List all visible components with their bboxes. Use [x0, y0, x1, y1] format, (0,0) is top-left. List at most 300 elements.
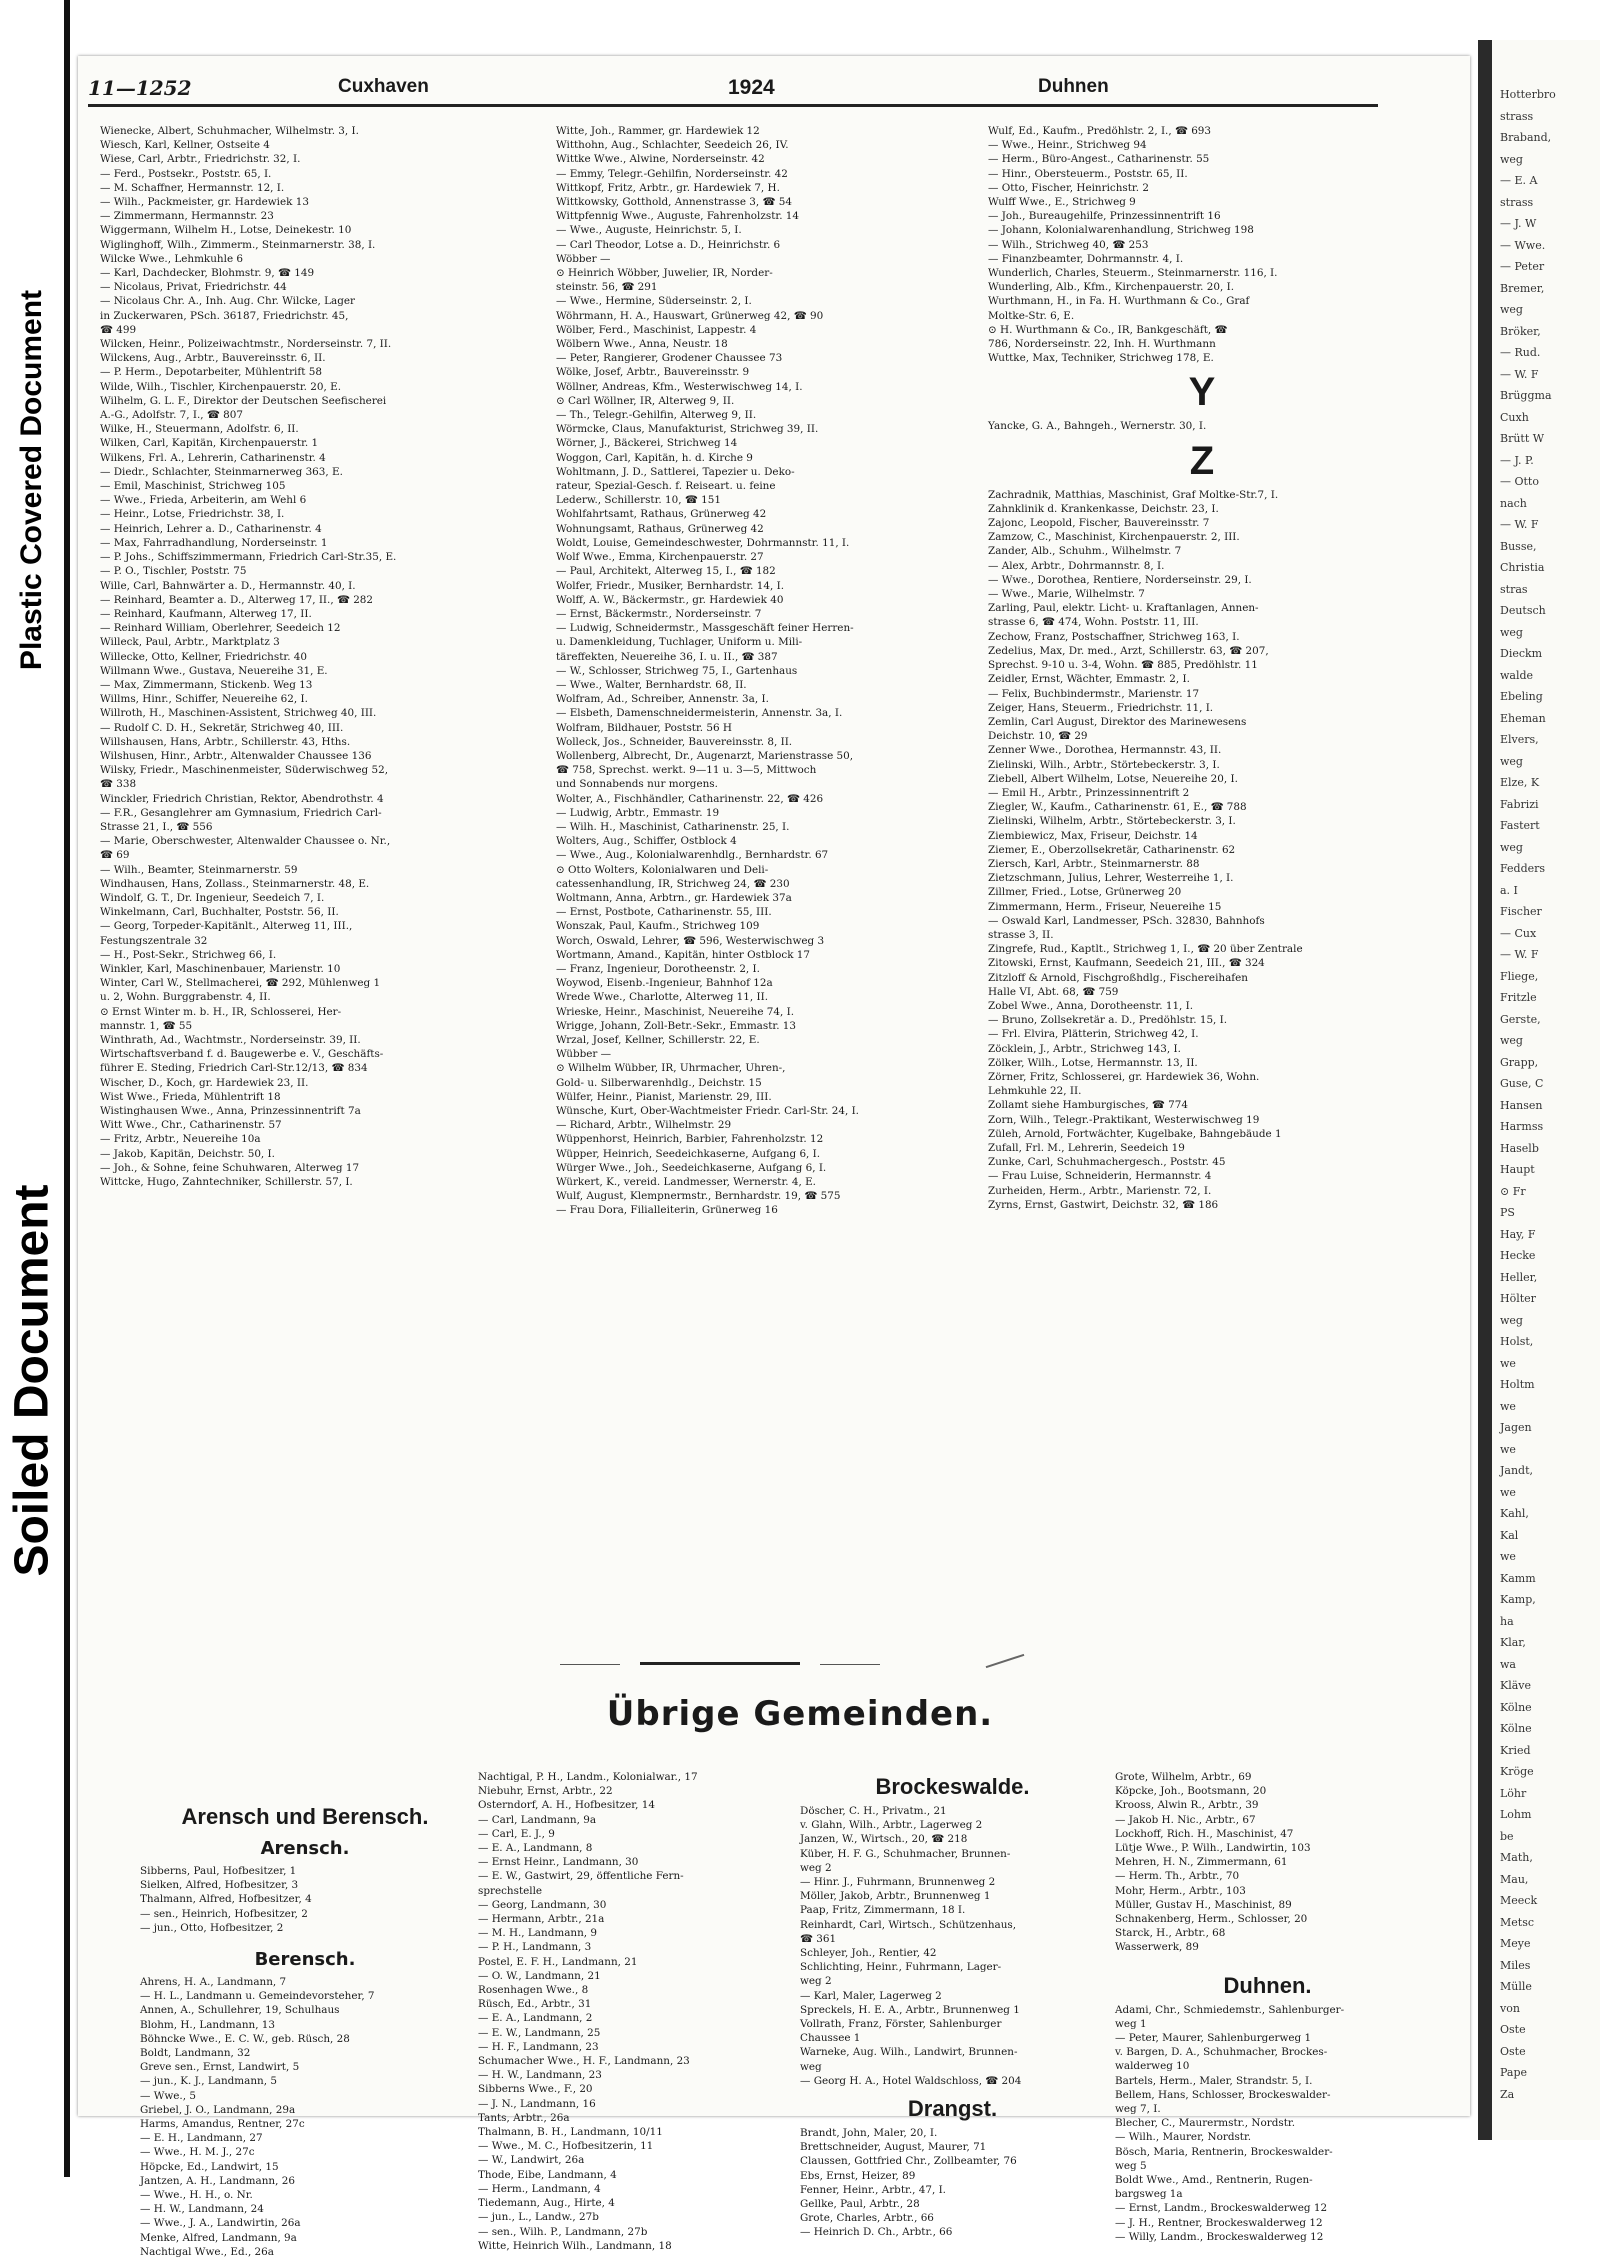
duhnen-entries [1115, 2003, 1420, 2244]
directory-entry: Würger Wwe., Joh., Seedeichkaserne, Aufgang 6, I. [556, 1161, 827, 1174]
adjacent-page [1478, 40, 1600, 2140]
directory-entry: — Wilh., Packmeister, gr. Hardewiek 13 [100, 196, 309, 209]
directory-entry: Zielinski, Wilhelm, Arbtr., Störtebeckerstr. 3, I. [988, 815, 1236, 828]
directory-entry: Mohr, Herm., Arbtr., 103 [1115, 1884, 1246, 1897]
directory-entry: Wilcken, Heinr., Polizeiwachtmstr., Norderseinstr. 7, II. [100, 338, 392, 351]
divider [640, 1662, 800, 1665]
header-left: Cuxhaven [338, 76, 429, 97]
directory-entry: Starck, H., Arbtr., 68 [1115, 1927, 1226, 1940]
adjacent-page-line: Holst, [1500, 1335, 1534, 1348]
directory-entry: Spreckels, H. E. A., Arbtr., Brunnenweg 1 [800, 2003, 1020, 2016]
directory-entry: — Reinhard William, Oberlehrer, Seedeich 12 [100, 622, 341, 635]
adjacent-page-line: Brüggma [1500, 389, 1552, 402]
adjacent-page-line: weg [1500, 1034, 1523, 1047]
adjacent-page-line: von [1500, 2001, 1520, 2015]
directory-entry: Wulff Wwe., E., Strichweg 9 [988, 196, 1136, 209]
bottom-column-4 [1115, 1770, 1420, 2243]
directory-entry: Woywod, Eisenb.-Ingenieur, Bahnhof 12a [556, 977, 773, 990]
directory-entry: — Elsbeth, Damenschneidermeisterin, Annenstr. 3a, I. [556, 707, 843, 720]
directory-column-2 [556, 124, 980, 1654]
directory-entry: — Nicolaus, Privat, Friedrichstr. 44 [100, 281, 287, 294]
directory-entry: Zeidler, Ernst, Wächter, Emmastr. 2, I. [988, 673, 1190, 686]
directory-entry: — Franz, Ingenieur, Dorotheenstr. 2, I. [556, 962, 760, 975]
directory-entry: — Nicolaus Chr. A., Inh. Aug. Chr. Wilcke, Lager [100, 295, 356, 308]
directory-entry: Wollenberg, Albrecht, Dr., Augenarzt, Marienstrasse 50, [556, 749, 854, 762]
directory-entry: Wasserwerk, 89 [1115, 1941, 1199, 1954]
adjacent-page-line: Kamm [1500, 1571, 1536, 1585]
adjacent-page-line: Harmss [1500, 1120, 1544, 1133]
directory-entry: Wübber — [556, 1048, 612, 1061]
directory-entry: Tants, Arbtr., 26a [478, 2111, 570, 2124]
directory-entry: Wilde, Wilh., Tischler, Kirchenpauerstr. 20, E. [100, 380, 342, 393]
adjacent-page-line: Holtm [1500, 1378, 1535, 1391]
directory-entry: — Paul, Architekt, Alterweg 15, I., ☎ 182 [556, 565, 776, 578]
directory-entry: Wilkens, Frl. A., Lehrerin, Catharinenstr. 4 [100, 451, 326, 464]
adjacent-page-line: — Rud. [1500, 346, 1541, 359]
directory-entry: — Hermann, Arbtr., 21a [478, 1913, 605, 1926]
directory-entry: Halle VI, Abt. 68, ☎ 759 [988, 985, 1119, 998]
directory-entry: — sen., Heinrich, Hofbesitzer, 2 [140, 1907, 308, 1920]
directory-entry: — Wilh., Strichweg 40, ☎ 253 [988, 238, 1149, 251]
adjacent-page-line: Guse, C [1500, 1077, 1544, 1090]
adjacent-page-line: Oste [1500, 2023, 1526, 2036]
directory-entry: Wrzal, Josef, Kellner, Schillerstr. 22, E. [556, 1034, 760, 1046]
directory-entry: Winkler, Karl, Maschinenbauer, Marienstr. 10 [100, 962, 341, 975]
directory-entry: Lütje Wwe., P. Wilh., Landwirtin, 103 [1115, 1842, 1311, 1855]
directory-entry: walderweg 10 [1115, 2060, 1190, 2073]
directory-entry: Brettschneider, August, Maurer, 71 [800, 2141, 987, 2154]
directory-entry: — Ernst Heinr., Landmann, 30 [478, 1856, 639, 1869]
directory-entry: Blohm, H., Landmann, 13 [140, 2018, 276, 2031]
directory-entry: weg 7, I. [1115, 2103, 1161, 2116]
adjacent-page-line: a. I [1500, 883, 1518, 897]
directory-entry: Gellke, Paul, Arbtr., 28 [800, 2198, 920, 2211]
directory-entry: Wirtschaftsverband f. d. Baugewerbe e. V., Geschäfts- [100, 1048, 384, 1061]
directory-entry: Zufall, Frl. M., Lehrerin, Seedeich 19 [988, 1142, 1185, 1154]
adjacent-page-line: Hölter [1500, 1292, 1536, 1305]
directory-entry: — Georg, Landmann, 30 [478, 1898, 607, 1911]
directory-entry: — Oswald Karl, Landmesser, PSch. 32830, Bahnhofs [988, 914, 1265, 927]
adjacent-page-line: Elze, K [1500, 776, 1540, 789]
directory-entry: Zölker, Wilh., Lotse, Hermannstr. 13, II. [988, 1056, 1198, 1069]
directory-entry: bargsweg 1a [1115, 2188, 1183, 2201]
directory-entry: Höpcke, Ed., Landwirt, 15 [140, 2160, 279, 2173]
directory-entry: Wolfram, Ad., Schreiber, Annenstr. 3a, I. [556, 693, 769, 706]
directory-entry: Annen, A., Schullehrer, 19, Schulhaus [140, 2004, 340, 2017]
directory-entry: Osterndorf, A. H., Hofbesitzer, 14 [478, 1799, 655, 1812]
page-number: 11—1252 [88, 76, 192, 100]
directory-entry: Wilshusen, Hinr., Arbtr., Altenwalder Chaussee 136 [100, 749, 372, 762]
directory-entry: Vollrath, Franz, Förster, Sahlenburger [800, 2018, 1002, 2031]
directory-entry: — Wilh., Beamter, Steinmarnerstr. 59 [100, 863, 298, 876]
adjacent-page-line: Kölne [1500, 1722, 1532, 1735]
bottom-column-2 [478, 1770, 788, 2252]
directory-entry: — Finanzbeamter, Dohrmannstr. 4, I. [988, 252, 1184, 265]
directory-entry: catessenhandlung, IR, Strichweg 24, ☎ 230 [556, 877, 790, 890]
directory-entry: — Otto, Fischer, Heinrichstr. 2 [988, 181, 1149, 194]
adjacent-page-line: weg [1500, 754, 1523, 768]
adjacent-page-line: — W. F [1500, 367, 1539, 381]
directory-entry: — H. W., Landmann, 23 [478, 2069, 602, 2082]
adjacent-page-line: — W. F [1500, 948, 1539, 961]
directory-entry: — Frau Luise, Schneiderin, Hermannstr. 4 [988, 1170, 1212, 1183]
directory-entry: — Joh., Bureaugehilfe, Prinzessinnentrift 16 [988, 210, 1221, 223]
adjacent-page-line: Fliege, [1500, 969, 1539, 983]
directory-entry: — Wwe., 5 [140, 2089, 196, 2102]
arensch-berensch-heading: Arensch und Berensch. [181, 1804, 429, 1829]
directory-entry: — Georg H. A., Hotel Waldschloss, ☎ 204 [800, 2074, 1022, 2087]
adjacent-page-line: Fritzle [1500, 991, 1537, 1004]
directory-entry: steinstr. 56, ☎ 291 [556, 281, 658, 294]
directory-entry: Zielinski, Wilh., Arbtr., Störtebeckerstr. 3, I. [988, 758, 1220, 771]
adjacent-page-line: strass [1500, 195, 1534, 209]
directory-entry: ☎ 338 [100, 778, 137, 791]
directory-entry: Wrigge, Johann, Zoll-Betr.-Sekr., Emmastr. 13 [556, 1019, 797, 1032]
directory-entry: Zillmer, Fried., Lotse, Grünerweg 20 [988, 886, 1182, 899]
directory-entry: Krooss, Alwin R., Arbtr., 39 [1115, 1799, 1259, 1812]
adjacent-page-line: Bröker, [1500, 324, 1541, 338]
directory-entry: Ahrens, H. A., Landmann, 7 [140, 1976, 287, 1989]
directory-entry: — J. H., Rentner, Brockeswalderweg 12 [1115, 2216, 1323, 2229]
directory-entry: — Rudolf C. D. H., Sekretär, Strichweg 40, III. [100, 721, 344, 734]
directory-entry: Witte, Heinrich Wilh., Landmann, 18 [478, 2239, 672, 2252]
directory-entry: Zietzschmann, Julius, Lehrer, Westerreihe 1, I. [988, 872, 1234, 885]
directory-entry: Würkert, K., vereid. Landmesser, Wernerstr. 4, E. [556, 1176, 816, 1189]
directory-entry: — W., Landwirt, 26a [478, 2154, 585, 2167]
adjacent-page-line: Math, [1500, 1851, 1533, 1864]
adjacent-page-line: Fischer [1500, 905, 1542, 918]
directory-entry: Wolfer, Friedr., Musiker, Bernhardstr. 14, I. [556, 579, 784, 592]
directory-entry: Schlichting, Heinr., Fuhrmann, Lager- [800, 1961, 1002, 1974]
letter-heading-y: Y [1188, 370, 1216, 415]
directory-entry: Wortmann, Amand., Kapitän, hinter Ostblock 17 [556, 948, 811, 961]
drangst-entries [800, 2126, 1105, 2240]
directory-entry: — Alex, Arbtr., Dohrmannstr. 8, I. [988, 559, 1165, 572]
directory-entry: — Wilh. H., Maschinist, Catharinenstr. 25, I. [556, 820, 790, 833]
adjacent-page-line: Klar, [1500, 1636, 1526, 1649]
directory-entry: — Wwe., Hermine, Süderseinstr. 2, I. [556, 295, 752, 308]
directory-entry: und Sonnabends nur morgens. [556, 778, 718, 791]
adjacent-page-line: Hotterbro [1500, 88, 1556, 101]
adjacent-page-line: — Peter [1500, 260, 1545, 273]
directory-entry: — Felix, Buchbindermstr., Marienstr. 17 [988, 687, 1200, 700]
directory-entry: Moltke-Str. 6, E. [988, 309, 1075, 322]
directory-entry: Zitowski, Ernst, Kaufmann, Seedeich 21, III., ☎ 324 [988, 957, 1265, 970]
directory-entry: Wulf, August, Klempnermstr., Bernhardstr. 19, ☎ 575 [556, 1190, 841, 1203]
adjacent-page-line: Mau, [1500, 1872, 1529, 1886]
directory-entry: — J. N., Landmann, 16 [478, 2097, 596, 2110]
directory-entry: Wittkopf, Fritz, Arbtr., gr. Hardewiek 7, H. [556, 181, 780, 194]
directory-entry: 786, Norderseinstr. 22, Inh. H. Wurthmann [988, 338, 1216, 351]
directory-entry: Zahnklinik d. Krankenkasse, Deichstr. 23, I. [988, 502, 1219, 515]
directory-entry: Wistinghausen Wwe., Anna, Prinzessinnentrift 7a [100, 1105, 361, 1118]
directory-entry: Warneke, Aug. Wilh., Landwirt, Brunnen- [800, 2046, 1018, 2059]
directory-entry: u. 2, Wohn. Burggrabenstr. 4, II. [100, 991, 271, 1004]
directory-entry: — E. H., Landmann, 27 [140, 2132, 263, 2145]
adjacent-page-line: weg [1500, 1313, 1523, 1327]
adjacent-page-line: Fabrizi [1500, 797, 1539, 811]
column-3-part-c [988, 488, 1416, 1212]
directory-entry: — Herm., Landmann, 4 [478, 2182, 601, 2195]
directory-entry: ⊙ H. Wurthmann & Co., IR, Bankgeschäft, ☎ [988, 323, 1228, 336]
page-gutter [1478, 40, 1492, 2140]
directory-entry: Zamzow, C., Maschinist, Kirchenpauerstr. 2, III. [988, 531, 1240, 544]
adjacent-page-line: Kried [1500, 1743, 1531, 1757]
adjacent-page-line: weg [1500, 152, 1523, 166]
directory-entry: Wolfram, Bildhauer, Poststr. 56 H [556, 721, 732, 734]
directory-entry: ⊙ Heinrich Wöbber, Juwelier, IR, Norder- [556, 267, 773, 280]
adjacent-page-line: Kamp, [1500, 1593, 1536, 1606]
directory-entry: — Wwe., Frieda, Arbeiterin, am Wehl 6 [100, 494, 307, 507]
adjacent-page-line: walde [1500, 668, 1534, 682]
adjacent-page-line: Busse, [1500, 539, 1537, 553]
directory-entry: v. Glahn, Wilh., Arbtr., Lagerweg 2 [800, 1819, 983, 1832]
directory-entry: Wörmcke, Claus, Manufakturist, Strichweg 39, II. [556, 423, 819, 436]
directory-entry: Wölbern Wwe., Anna, Neustr. 18 [556, 338, 728, 351]
directory-entry: Griebel, J. O., Landmann, 29a [140, 2103, 296, 2116]
directory-entry: Boldt, Landmann, 32 [140, 2047, 251, 2060]
directory-entry: Zedelius, Max, Dr. med., Arzt, Schillerstr. 63, ☎ 207, [988, 644, 1269, 657]
directory-entry: — P. Johs., Schiffszimmermann, Friedrich Carl-Str.35, E. [100, 551, 397, 564]
directory-entry: Wunderlich, Charles, Steuerm., Steinmarnerstr. 116, I. [988, 267, 1278, 280]
directory-entry: strasse 3, II. [988, 928, 1054, 941]
directory-entry: Zöcklein, J., Arbtr., Strichweg 143, I. [988, 1042, 1181, 1055]
adjacent-page-line: wa [1500, 1657, 1516, 1671]
directory-entry: Yancke, G. A., Bahngeh., Wernerstr. 30, I. [988, 420, 1207, 433]
directory-entry: Zorn, Wilh., Telegr.-Praktikant, Westerwischweg 19 [988, 1113, 1260, 1126]
adjacent-page-line: Braband, [1500, 131, 1552, 144]
directory-entry: — P. O., Tischler, Poststr. 75 [100, 565, 247, 578]
adjacent-page-line: weg [1500, 840, 1523, 854]
directory-entry: Willroth, H., Maschinen-Assistent, Strichweg 40, III. [100, 707, 377, 720]
directory-entry: — P. Herm., Depotarbeiter, Mühlentrift 58 [100, 366, 322, 379]
directory-entry: Wulf, Ed., Kaufm., Predöhlstr. 2, I., ☎ 693 [988, 125, 1212, 137]
directory-entry: v. Bargen, D. A., Schuhmacher, Brockes- [1115, 2046, 1328, 2059]
divider-right [820, 1664, 880, 1665]
directory-entry: Zachradnik, Matthias, Maschinist, Graf Moltke-Str.7, I. [988, 488, 1279, 501]
directory-entry: — F.R., Gesanglehrer am Gymnasium, Friedrich Carl- [100, 806, 382, 819]
directory-entry: Rüsch, Ed., Arbtr., 31 [478, 1998, 592, 2011]
directory-entry: — Hinr. J., Fuhrmann, Brunnenweg 2 [800, 1876, 996, 1889]
directory-entry: Winthrath, Ad., Wachtmstr., Norderseinstr. 39, II. [100, 1034, 361, 1046]
directory-entry: Sielken, Alfred, Hofbesitzer, 3 [140, 1879, 299, 1892]
directory-entry: — Wwe., Heinr., Strichweg 94 [988, 139, 1147, 152]
directory-entry: — Th., Telegr.-Gehilfin, Alterweg 9, II. [556, 409, 757, 422]
directory-entry: ⊙ Carl Wöllner, IR, Alterweg 9, II. [556, 394, 735, 407]
directory-entry: weg 5 [1115, 2159, 1147, 2172]
directory-entry: — sen., Wilh. P., Landmann, 27b [478, 2225, 648, 2238]
section-title: Übrige Gemeinden. [606, 1694, 994, 1734]
directory-entry: — Joh., & Sohne, feine Schuhwaren, Alterweg 17 [100, 1161, 360, 1174]
directory-entry: — Ernst, Bäckermstr., Norderseinstr. 7 [556, 607, 762, 620]
directory-entry: Wohltmann, J. D., Sattlerei, Tapezier u. Deko- [556, 465, 795, 478]
directory-entry: Bösch, Maria, Rentnerin, Brockeswalder- [1115, 2145, 1333, 2158]
directory-entry: — Ludwig, Schneidermstr., Massgeschäft feiner Herren- [556, 622, 854, 635]
directory-entry: Nachtigal, P. H., Landm., Kolonialwar., 17 [478, 1771, 698, 1783]
directory-entry: Zollamt siehe Hamburgisches, ☎ 774 [988, 1099, 1188, 1112]
directory-entry: — Carl, Landmann, 9a [478, 1813, 597, 1826]
directory-entry: Zajonc, Leopold, Fischer, Bauvereinsstr. 7 [988, 517, 1210, 530]
directory-entry: Fenner, Heinr., Arbtr., 47, I. [800, 2183, 946, 2196]
directory-entry: ☎ 499 [100, 323, 137, 336]
directory-entry: — Emil, Maschinist, Strichweg 105 [100, 480, 286, 493]
adjacent-page-line: Heller, [1500, 1270, 1538, 1284]
directory-entry: Wiggermann, Wilhelm H., Lotse, Deinekestr. 10 [100, 224, 352, 237]
directory-entry: Grote, Charles, Arbtr., 66 [800, 2212, 934, 2225]
directory-entry: rateur, Spezial-Gesch. f. Reiseart. u. feine [556, 480, 776, 493]
directory-entry: Zyrns, Ernst, Gastwirt, Deichstr. 32, ☎ 186 [988, 1198, 1219, 1211]
directory-entry: Willshausen, Hans, Arbtr., Schillerstr. 43, Hths. [100, 735, 351, 748]
adjacent-page-line: — J. W [1500, 217, 1537, 230]
directory-entry: Bartels, Herm., Maler, Strandstr. 5, I. [1115, 2074, 1313, 2087]
directory-entry: Wilke, H., Steuermann, Adolfstr. 6, II. [100, 423, 299, 436]
directory-entry: — jun., L., Landw., 27b [478, 2211, 599, 2224]
directory-entry: — Ernst, Postbote, Catharinenstr. 55, III. [556, 906, 772, 919]
adjacent-page-line: strass [1500, 109, 1534, 123]
directory-entry: Zenner Wwe., Dorothea, Hermannstr. 43, II. [988, 744, 1222, 757]
directory-entry: weg 2 [800, 1861, 832, 1874]
directory-entry: Menke, Alfred, Landmann, 9a [140, 2231, 297, 2244]
adjacent-page-line: Deutsch [1500, 604, 1546, 617]
directory-entry: — Herm., Büro-Angest., Catharinenstr. 55 [988, 153, 1210, 166]
directory-entry: — Ernst, Landm., Brockeswalderweg 12 [1115, 2202, 1328, 2215]
directory-entry: Zeiger, Hans, Steuerm., Friedrichstr. 11, I. [988, 701, 1214, 714]
directory-entry: Möller, Jakob, Arbtr., Brunnenweg 1 [800, 1890, 991, 1903]
adjacent-page-line: Miles [1500, 1958, 1531, 1972]
adjacent-page-line: ⊙ Fr [1500, 1184, 1526, 1198]
directory-entry: strasse 6, ☎ 474, Wohn. Poststr. 11, III. [988, 616, 1199, 629]
adjacent-page-line: Ebeling [1500, 690, 1543, 703]
directory-entry: — Carl, E. J., 9 [478, 1827, 555, 1840]
directory-entry: Deichstr. 10, ☎ 29 [988, 730, 1088, 743]
arensch-entries [140, 1864, 470, 1935]
directory-entry: Wilhelm, G. L. F., Direktor der Deutschen Seefischerei [100, 394, 387, 407]
header-year: 1924 [728, 76, 775, 99]
directory-entry: Wist Wwe., Frieda, Mühlentrift 18 [100, 1090, 281, 1103]
letter-heading-z: Z [1189, 438, 1215, 483]
directory-entry: Willeck, Paul, Arbtr., Marktplatz 3 [100, 636, 280, 649]
adjacent-page-line: — J. P. [1500, 453, 1534, 467]
directory-entry: — P. H., Landmann, 3 [478, 1941, 592, 1954]
page-header [88, 70, 1378, 107]
directory-entry: ☎ 361 [800, 1932, 837, 1945]
directory-entry: Woltmann, Anna, Arbtrn., gr. Hardewiek 37a [556, 891, 792, 904]
adjacent-page-line: PS [1500, 1206, 1515, 1219]
header-right: Duhnen [1038, 76, 1109, 97]
directory-entry: — jun., K. J., Landmann, 5 [140, 2075, 277, 2088]
directory-entry: — Fritz, Arbtr., Neuereihe 10a [100, 1133, 261, 1146]
brockeswalde-entries [800, 1804, 1105, 2088]
directory-entry: — E. W., Landmann, 25 [478, 2026, 601, 2039]
directory-entry: Küber, H. F. G., Schuhmacher, Brunnen- [800, 1847, 1011, 1860]
directory-entry: — Diedr., Schlachter, Steinmarnerweg 363, E. [100, 465, 343, 478]
directory-entry: Ziersch, Karl, Arbtr., Steinmarnerstr. 88 [988, 857, 1200, 870]
directory-entry: ⊙ Wilhelm Wübber, IR, Uhrmacher, Uhren-, [556, 1062, 786, 1075]
directory-entry: — Bruno, Zollsekretär a. D., Predöhlstr. 15, I. [988, 1014, 1228, 1027]
directory-entry: Wille, Carl, Bahnwärter a. D., Hermannstr. 40, I. [100, 579, 356, 592]
adjacent-page-line: Jagen [1500, 1421, 1532, 1434]
directory-entry: — Max, Zimmermann, Stickenb. Weg 13 [100, 678, 313, 691]
directory-entry: — Willy, Landm., Brockeswalderweg 12 [1115, 2230, 1324, 2243]
directory-entry: Wüpper, Heinrich, Seedeichkaserne, Aufgang 6, I. [556, 1147, 821, 1160]
directory-entry: Wilken, Carl, Kapitän, Kirchenpauerstr. 1 [100, 437, 319, 450]
adjacent-page-line: — Cux [1500, 926, 1537, 940]
directory-entry: Lockhoff, Rich. H., Maschinist, 47 [1115, 1827, 1294, 1840]
directory-entry: — Carl Theodor, Lotse a. D., Heinrichstr. 6 [556, 238, 781, 251]
directory-entry: Sibberns, Paul, Hofbesitzer, 1 [140, 1865, 297, 1877]
directory-entry: Wilcke Wwe., Lehmkuhle 6 [100, 252, 244, 265]
directory-entry: Zunke, Carl, Schuhmachergesch., Poststr. 45 [988, 1156, 1226, 1169]
directory-entry: — jun., Otto, Hofbesitzer, 2 [140, 1921, 284, 1934]
adjacent-page-line: Dieckm [1500, 647, 1543, 660]
directory-entry: — H. W., Landmann, 24 [140, 2203, 264, 2216]
column-3-part-a [988, 124, 1416, 365]
directory-entry: Wülfer, Heinr., Pianist, Marienstr. 29, III. [556, 1090, 772, 1103]
directory-entry: Harms, Amandus, Rentner, 27c [140, 2118, 305, 2131]
adjacent-page-line: Kahl, [1500, 1507, 1529, 1520]
berensch-entries [140, 1975, 470, 2259]
directory-entry: weg [800, 2060, 822, 2073]
adjacent-page-line: Kal [1500, 1528, 1519, 1542]
directory-entry: Janzen, W., Wirtsch., 20, ☎ 218 [800, 1833, 968, 1846]
directory-entry: Müller, Gustav H., Maschinist, 89 [1115, 1898, 1292, 1911]
adjacent-page-line: ha [1500, 1614, 1514, 1628]
directory-entry: Wolter, A., Fischhändler, Catharinenstr. 22, ☎ 426 [556, 792, 824, 805]
adjacent-page-line: Christia [1500, 561, 1545, 574]
directory-entry: — Herm. Th., Arbtr., 70 [1115, 1870, 1240, 1883]
directory-entry: Brandt, John, Maler, 20, I. [800, 2127, 938, 2140]
directory-entry: Schleyer, Joh., Rentier, 42 [800, 1947, 937, 1960]
directory-entry: Wölke, Josef, Arbtr., Bauvereinsstr. 9 [556, 366, 750, 379]
directory-entry: Zarling, Paul, elektr. Licht- u. Kraftanlagen, Annen- [988, 602, 1259, 615]
directory-entry: — Wilh., Maurer, Nordstr. [1115, 2131, 1252, 2144]
directory-entry: Winkelmann, Carl, Buchhalter, Poststr. 56, II. [100, 906, 339, 919]
directory-entry: Zingrefe, Rud., Kaptlt., Strichweg 1, I., ☎ 20 über Zentrale [988, 943, 1303, 956]
directory-entry: Thalmann, B. H., Landmann, 10/11 [478, 2126, 663, 2139]
directory-entry: — Peter, Maurer, Sahlenburgerweg 1 [1115, 2032, 1312, 2045]
adjacent-page-line: we [1500, 1399, 1516, 1413]
adjacent-page-line: stras [1500, 582, 1528, 596]
adjacent-page-line: Fedders [1500, 862, 1546, 875]
directory-entry: — Frau Dora, Filialleiterin, Grünerweg 16 [556, 1204, 778, 1217]
column-3-part-b [988, 419, 1416, 433]
directory-entry: Zechow, Franz, Postschaffner, Strichweg 163, I. [988, 630, 1240, 643]
adjacent-page-line: — E. A [1500, 174, 1538, 187]
adjacent-page-line: Brütt W [1500, 432, 1545, 445]
directory-entry: Zemlin, Carl August, Direktor des Marinewesens [988, 715, 1247, 728]
directory-entry: Wrieske, Heinr., Maschinist, Neuereihe 74, I. [556, 1005, 795, 1018]
adjacent-page-line: we [1500, 1356, 1516, 1370]
directory-entry: Wörner, J., Bäckerei, Strichweg 14 [556, 437, 738, 450]
directory-entry: — Frl. Elvira, Plätterin, Strichweg 42, I. [988, 1028, 1199, 1041]
adjacent-page-line: weg [1500, 625, 1523, 639]
directory-entry: Züleh, Arnold, Fortwächter, Kugelbake, Bahngebäude 1 [988, 1127, 1282, 1140]
adjacent-page-line: — W. F [1500, 518, 1539, 531]
adjacent-page-line: Metsc [1500, 1915, 1534, 1929]
adjacent-page-line: be [1500, 1829, 1514, 1843]
adjacent-page-line: Meye [1500, 1937, 1531, 1950]
directory-entry: Wiese, Carl, Arbtr., Friedrichstr. 32, I. [100, 153, 301, 166]
bottom-column-1 [140, 1800, 470, 2258]
directory-entry: Wittkowsky, Gotthold, Annenstrasse 3, ☎ 54 [556, 196, 792, 209]
directory-entry: ⊙ Otto Wolters, Kolonialwaren und Deli- [556, 863, 769, 876]
directory-entry: Wohnungsamt, Rathaus, Grünerweg 42 [556, 522, 764, 535]
directory-entry: Böhncke Wwe., E. C. W., geb. Rüsch, 28 [140, 2032, 350, 2045]
directory-entry: Willecke, Otto, Kellner, Friedrichstr. 40 [100, 650, 308, 663]
directory-entry: sprechstelle [478, 1884, 543, 1897]
directory-entry: — Karl, Maler, Lagerweg 2 [800, 1989, 942, 2002]
directory-entry: — Wwe., Aug., Kolonialwarenhdlg., Bernhardstr. 67 [556, 849, 829, 862]
